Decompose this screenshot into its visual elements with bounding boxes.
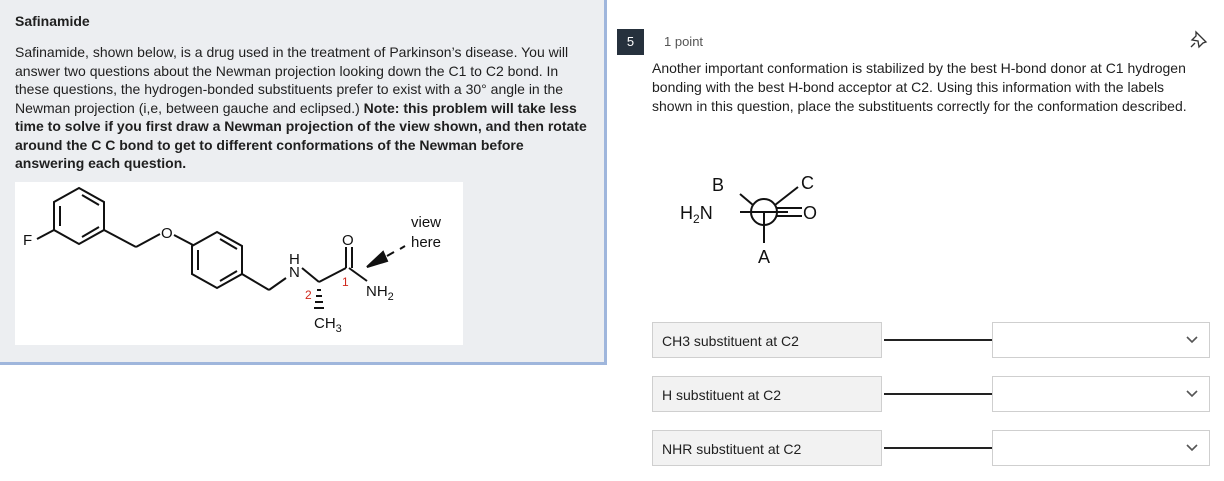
stimulus-panel [0, 0, 607, 365]
amine-h-label: H [289, 251, 300, 268]
carbon-1-number: 1 [342, 275, 349, 289]
carbonyl-oxygen-label: O [342, 232, 354, 249]
match-connector [884, 447, 992, 449]
chevron-down-icon [1185, 387, 1199, 401]
match-dropdown[interactable] [992, 322, 1210, 358]
match-row-h [652, 376, 1224, 414]
chevron-down-icon [1185, 333, 1199, 347]
match-row-ch3 [652, 322, 1224, 360]
stimulus-paragraph: Safinamide, shown below, is a drug used in the treatment of Parkinson’s disease. You will answer two questions about the Newman projection looking down the C1 to C2 bond. In these questions, the hydrogen-bonded substituents prefer to exist with a 30° angle in the Newman projection (i,e, between gauche and eclipsed.) [15, 44, 569, 116]
match-label: NHR substituent at C2 [652, 430, 882, 466]
question-number: 5 [617, 29, 644, 55]
view-label-line1: view [411, 214, 442, 231]
match-label: H substituent at C2 [652, 376, 882, 412]
view-label-line2: here [411, 234, 442, 251]
newman-label-c: C [801, 173, 814, 193]
match-row-nhr [652, 430, 1224, 468]
newman-label-o: O [803, 203, 818, 223]
match-label: CH3 substituent at C2 [652, 322, 882, 358]
pin-icon[interactable] [1188, 28, 1210, 50]
nh2-label: $NH_2$ [366, 283, 394, 303]
stimulus-note: Note: this problem will take less time to solve if you first draw a Newman projection of the view shown, and then rotate around the C C bond to get to different conformations of the Newman before answering each question. [15, 99, 587, 171]
match-dropdown[interactable] [992, 430, 1210, 466]
ether-oxygen-label: O [161, 225, 173, 242]
stimulus-title: Safinamide [15, 13, 90, 29]
ch3-label: $CH_3$ [314, 315, 342, 335]
stimulus-text [15, 43, 590, 173]
safinamide-structure [15, 182, 463, 345]
carbon-2-number: 2 [305, 288, 312, 302]
question-text: Another important conformation is stabilized by the best H-bond donor at C1 hydrogen bonding with the best H-bond acceptor at C2. Using this information with the labels shown in this question, place the substituents correctly for the conformation described. [652, 60, 1187, 114]
question-points: 1 point [664, 34, 704, 49]
match-connector [884, 393, 992, 395]
chevron-down-icon [1185, 441, 1199, 455]
newman-label-h2n: $H_2N$ [680, 203, 713, 226]
newman-label-a: A [758, 247, 771, 267]
amine-n-label: N [289, 264, 300, 281]
match-connector [884, 339, 992, 341]
fluorine-label: F [23, 232, 33, 249]
match-dropdown[interactable] [992, 376, 1210, 412]
newman-label-b: B [712, 175, 725, 195]
newman-projection [676, 168, 836, 288]
